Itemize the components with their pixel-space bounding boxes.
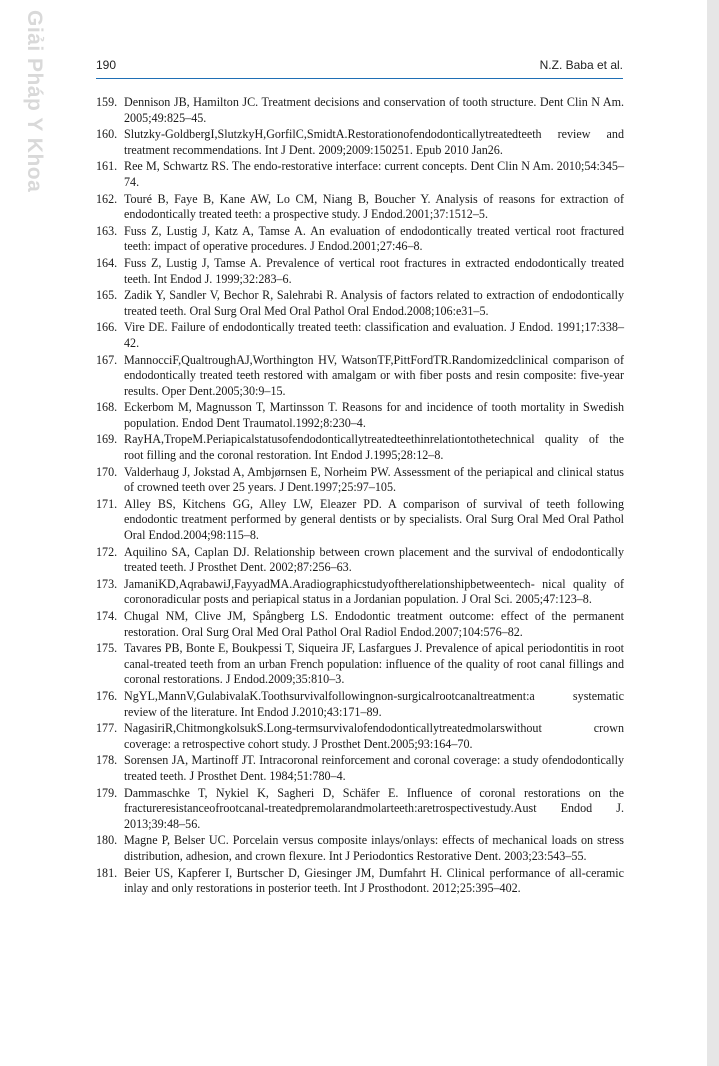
reference-item [96, 320, 624, 351]
reference-text: MannocciF,QualtroughAJ,Worthington HV, WatsonTF,PittFordTR.Randomizedclinical comparison of endodontically treated teeth restored with amalgam or with fiber posts and resin composite: five-year results. Oper Dent.2005;30:9–15. [124, 352, 624, 398]
reference-text: Vire DE. Failure of endodontically treated teeth: classification and evaluation. J Endod. 1991;17:338–42. [124, 320, 624, 350]
reference-text: Beier US, Kapferer I, Burtscher D, Giesinger JM, Dumfahrt H. Clinical performance of all-ceramic inlay and only restorations in posterior teeth. Int J Prosthodont. 2012;25:395–402. [124, 865, 624, 896]
reference-number: 179. [96, 785, 118, 800]
reference-number: 181. [96, 865, 118, 880]
reference-number: 180. [96, 833, 118, 848]
reference-item [96, 689, 624, 720]
reference-number: 160. [96, 127, 118, 142]
reference-item [96, 159, 624, 190]
reference-number: 176. [96, 688, 118, 703]
reference-item [96, 288, 624, 319]
reference-text: Sorensen JA, Martinoff JT. Intracoronal reinforcement and coronal coverage: a study ofendodontically treated teeth. J Prosthet Dent. 1984;51:780–4. [124, 753, 624, 783]
reference-number: 178. [96, 753, 118, 768]
reference-text: Ree M, Schwartz RS. The endo-restorative interface: current concepts. Dent Clin N Am. 2010;54:345–74. [124, 159, 624, 189]
reference-number: 164. [96, 255, 118, 270]
reference-item [96, 95, 624, 126]
reference-text: Fuss Z, Lustig J, Tamse A. Prevalence of vertical root fractures in extracted endodontically treated teeth. Int Endod J. 1999;32:283–6. [124, 255, 624, 286]
reference-item [96, 192, 624, 223]
reference-item [96, 353, 624, 400]
reference-text: Magne P, Belser UC. Porcelain versus composite inlays/onlays: effects of mechanical loads on stress distribution, adhesion, and crown flexure. Int J Periodontics Restorative Dent. 2003;23:543–55. [124, 833, 624, 863]
reference-item [96, 753, 624, 784]
reference-text: Tavares PB, Bonte E, Boukpessi T, Siqueira JF, Lasfargues J. Prevalence of apical periodontitis in root canal-treated teeth from an urban French population: influence of the quality of root canal fillings and coronal restorations. J Endod.2009;35:810–3. [124, 641, 624, 687]
reference-number: 170. [96, 464, 118, 479]
reference-number: 161. [96, 159, 118, 174]
reference-number: 169. [96, 432, 118, 447]
reference-text: RayHA,TropeM.Periapicalstatusofendodonticallytreatedteethinrelationtothetechnical quality of the root filling and the coronal restoration. Int Endod J.1995;28:12–8. [124, 432, 624, 463]
reference-list [96, 95, 624, 898]
reference-item [96, 577, 624, 608]
reference-number: 159. [96, 95, 118, 109]
reference-number: 177. [96, 721, 118, 736]
reference-text: Touré B, Faye B, Kane AW, Lo CM, Niang B, Boucher Y. Analysis of reasons for extraction of endodontically treated teeth: a prospective study. J Endod.2001;37:1512–5. [124, 191, 624, 222]
reference-number: 163. [96, 223, 118, 238]
reference-item [96, 545, 624, 576]
reference-text: Chugal NM, Clive JM, Spångberg LS. Endodontic treatment outcome: effect of the permanent restoration. Oral Surg Oral Med Oral Pathol Oral Radiol Endod.2007;104:576–82. [124, 609, 624, 639]
running-head: N.Z. Baba et al. [539, 58, 623, 72]
reference-item [96, 400, 624, 431]
reference-text: NgYL,MannV,GulabivalaK.Toothsurvivalfollowingnon-surgicalrootcanaltreatment:a systematic review of the literature. Int Endod J.2010;43:171–89. [124, 688, 624, 719]
reference-number: 167. [96, 352, 118, 367]
reference-text: Alley BS, Kitchens GG, Alley LW, Eleazer PD. A comparison of survival of teeth following endodontic treatment performed by general dentists or by specialists. Oral Surg Oral Med Oral Pathol Oral Endod.2004;98:115–8. [124, 496, 624, 543]
reference-text: Fuss Z, Lustig J, Katz A, Tamse A. An evaluation of endodontically treated vertical root fractured teeth: impact of operative procedures. J Endod.2001;27:46–8. [124, 223, 624, 254]
reference-text: Zadik Y, Sandler V, Bechor R, Salehrabi R. Analysis of factors related to extraction of endodontically treated teeth. Oral Surg Oral Med Oral Pathol Oral Endod.2008;106:e31–5. [124, 288, 624, 318]
reference-number: 165. [96, 288, 118, 303]
reference-number: 173. [96, 576, 118, 591]
reference-item [96, 866, 624, 897]
watermark: Giải Pháp Y Khoa [23, 10, 46, 193]
page-header [96, 58, 623, 78]
reference-text: Dennison JB, Hamilton JC. Treatment decisions and conservation of tooth structure. Dent Clin N Am. 2005;49:825–45. [124, 95, 624, 125]
reference-item [96, 833, 624, 864]
reference-number: 166. [96, 320, 118, 335]
reference-text: Aquilino SA, Caplan DJ. Relationship between crown placement and the survival of endodontically treated teeth. J Prosthet Dent. 2002;87:256–63. [124, 544, 624, 575]
reference-text: NagasiriR,ChitmongkolsukS.Long-termsurvivalofendodonticallytreatedmolarswithout crown coverage: a retrospective cohort study. J Prosthet Dent.2005;93:164–70. [124, 721, 624, 751]
reference-text: Eckerbom M, Magnusson T, Martinsson T. Reasons for and incidence of tooth mortality in Swedish population. Endod Dent Traumatol.1992;8:230–4. [124, 400, 624, 430]
reference-text: Slutzky-GoldbergI,SlutzkyH,GorfilC,SmidtA.Restorationofendodonticallytreatedteeth review and treatment recommendations. Int J Dent. 2009;2009:150251. Epub 2010 Jan26. [124, 127, 624, 157]
reference-item [96, 224, 624, 255]
reference-item [96, 127, 624, 158]
reference-number: 171. [96, 496, 118, 511]
reference-item [96, 465, 624, 496]
reference-number: 168. [96, 400, 118, 415]
reference-item [96, 432, 624, 463]
reference-number: 174. [96, 609, 118, 623]
reference-number: 172. [96, 544, 118, 559]
page-edge [707, 0, 719, 1066]
reference-text: Valderhaug J, Jokstad A, Ambjørnsen E, Norheim PW. Assessment of the periapical and clinical status of crowned teeth over 25 years. J Dent.1997;25:97–105. [124, 464, 624, 495]
reference-item [96, 256, 624, 287]
reference-item [96, 721, 624, 752]
reference-item [96, 786, 624, 833]
reference-number: 162. [96, 191, 118, 206]
reference-item [96, 641, 624, 688]
reference-number: 175. [96, 641, 118, 656]
page-number: 190 [96, 58, 117, 72]
reference-text: JamaniKD,AqrabawiJ,FayyadMA.Aradiographicstudyoftherelationshipbetweentech- nical quality of coronoradicular posts and periapical status in a Jordanian population. J Oral Sci. 2005;47:123–8. [124, 576, 624, 607]
header-rule [96, 78, 623, 79]
reference-text: Dammaschke T, Nykiel K, Sagheri D, Schäfer E. Influence of coronal restorations on the fractureresistanceofrootcanal-treatedpremolarandmolarteeth:aretrospectivestudy.Aust Endod J. 2013;39:48–56. [124, 785, 624, 831]
reference-item [96, 497, 624, 544]
reference-item [96, 609, 624, 640]
